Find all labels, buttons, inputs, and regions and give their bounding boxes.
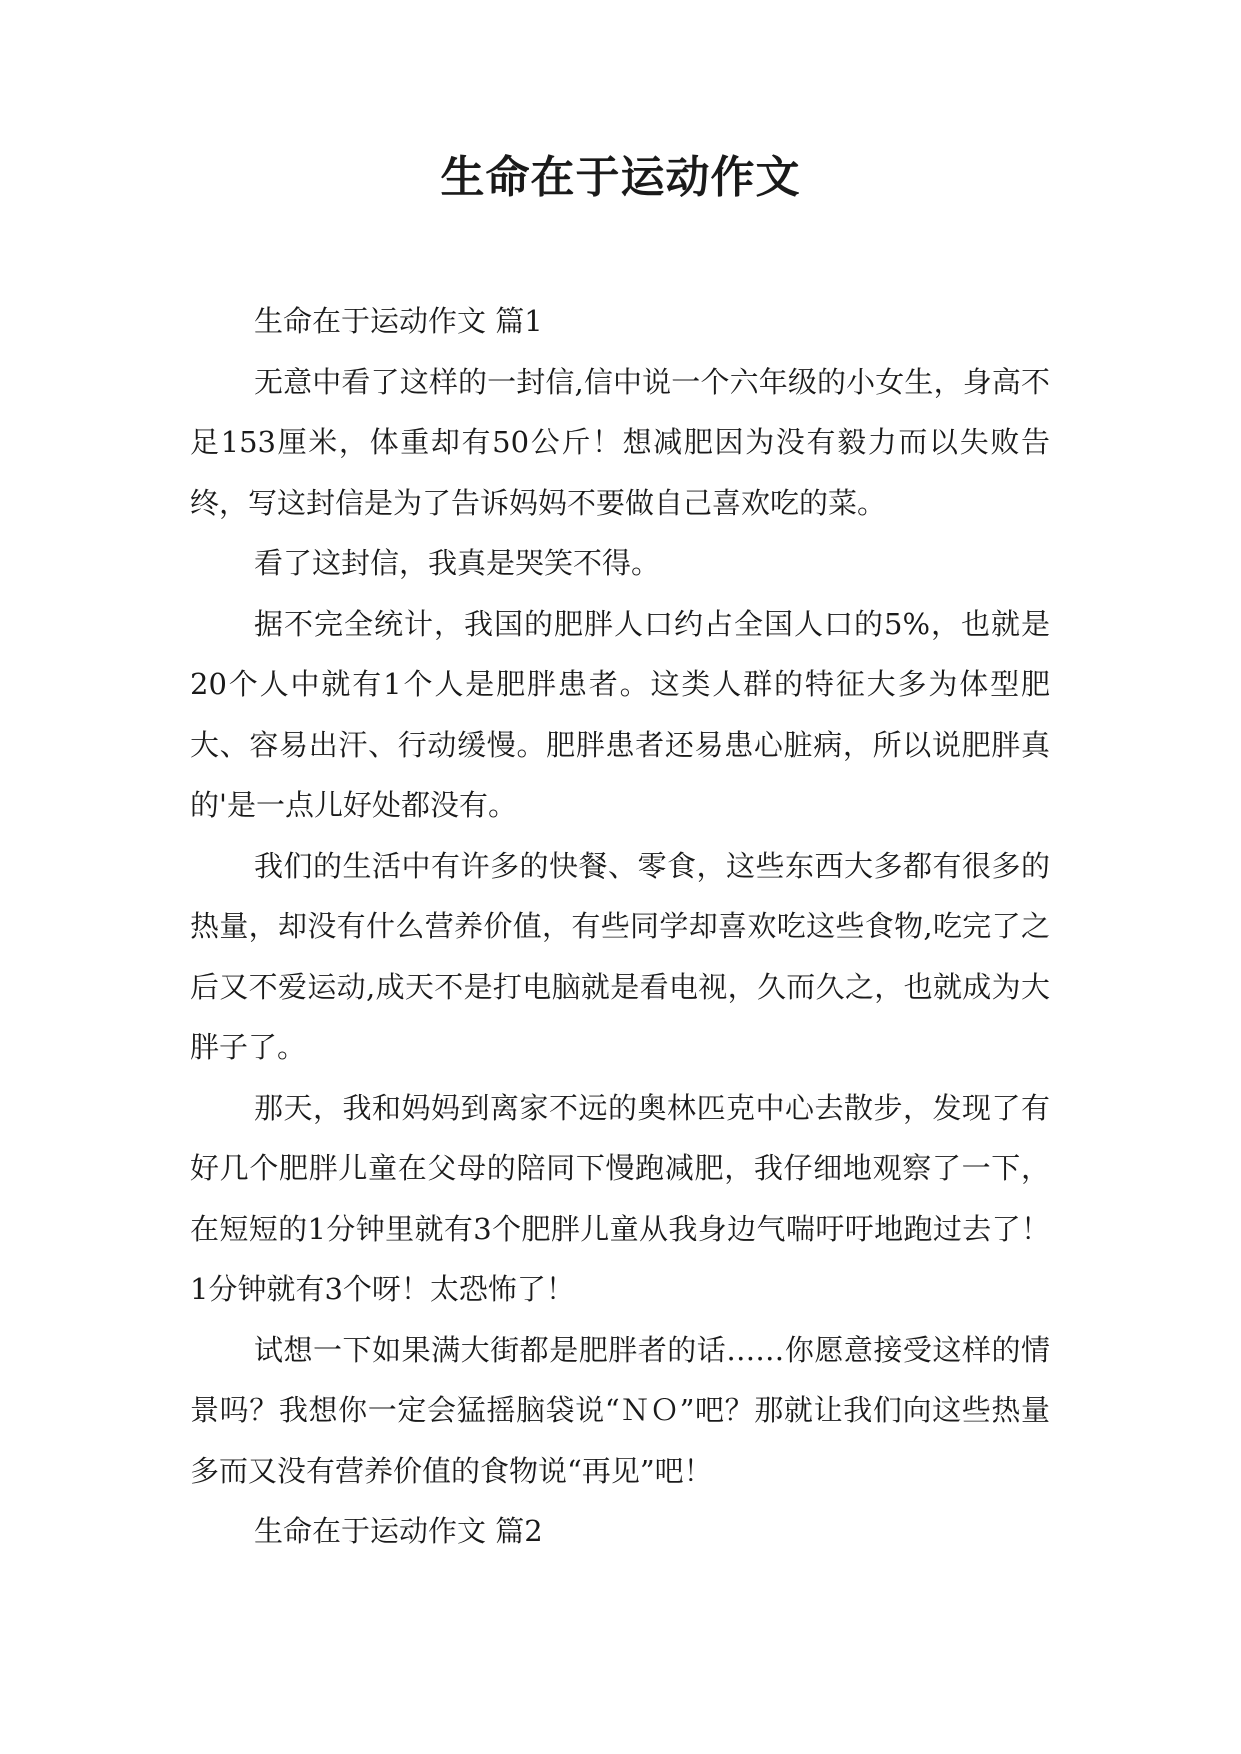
paragraph-observation: 那天，我和妈妈到离家不远的奥林匹克中心去散步，发现了有好几个肥胖儿童在父母的陪同下慢跑减肥，我仔细地观察了一下，在短短的1分钟里就有3个肥胖儿童从我身边气喘吁吁地跑过去了！1分钟就有3个呀！太恐怖了！ (190, 1090, 1050, 1306)
paragraph-fast-food: 我们的生活中有许多的快餐、零食，这些东西大多都有很多的热量，却没有什么营养价值，有些同学却喜欢吃这些食物,吃完了之后又不爱运动,成天不是打电脑就是看电视，久而久之，也就成为大胖子了。 (190, 848, 1050, 1064)
paragraph-conclusion: 试想一下如果满大街都是肥胖者的话……你愿意接受这样的情景吗？我想你一定会猛摇脑袋说“ＮＯ”吧？那就让我们向这些热量多而又没有营养价值的食物说“再见”吧！ (190, 1332, 1050, 1488)
paragraph-statistics: 据不完全统计，我国的肥胖人口约占全国人口的5%，也就是20个人中就有1个人是肥胖患者。这类人群的特征大多为体型肥大、容易出汗、行动缓慢。肥胖患者还易患心脏病，所以说肥胖真的'是一点儿好处都没有。 (190, 606, 1050, 822)
paragraph-reaction: 看了这封信，我真是哭笑不得。 (254, 546, 661, 580)
section-heading-2: 生命在于运动作文 篇2 (254, 1514, 543, 1548)
paragraph-letter: 无意中看了这样的一封信,信中说一个六年级的小女生，身高不足153厘米，体重却有50公斤！想减肥因为没有毅力而以失败告终，写这封信是为了告诉妈妈不要做自己喜欢吃的菜。 (190, 364, 1050, 520)
section-heading-1: 生命在于运动作文 篇1 (254, 304, 543, 338)
document-body (190, 291, 1050, 1562)
document-title: 生命在于运动作文 (440, 152, 801, 203)
